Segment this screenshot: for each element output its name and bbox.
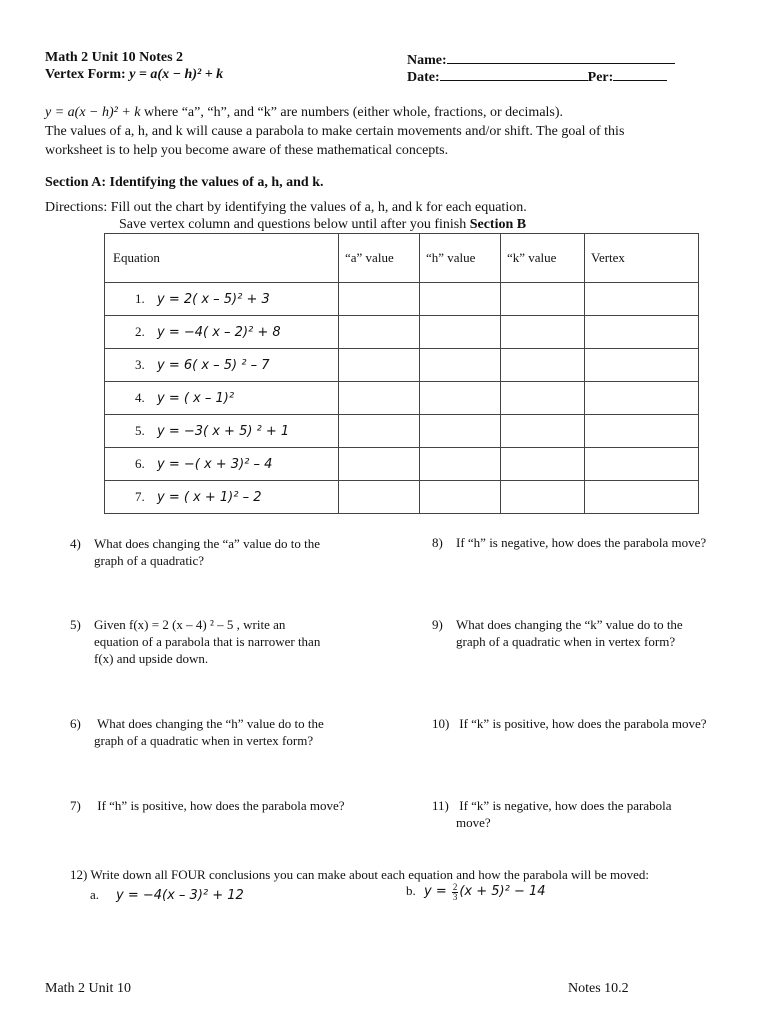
- a-value-cell[interactable]: [339, 316, 420, 349]
- table-row: [105, 349, 699, 382]
- directions-text-1: Fill out the chart by identifying the values of a, h, and k for each equation.: [110, 200, 527, 215]
- row-number: 4.: [135, 390, 145, 405]
- vertex-cell[interactable]: [585, 448, 699, 481]
- k-value-cell[interactable]: [501, 481, 585, 514]
- table-row: [105, 283, 699, 316]
- equation-text: y = −4( x – 2)² + 8: [157, 325, 281, 340]
- table-row: [105, 448, 699, 481]
- question-number: 11): [432, 798, 449, 813]
- question-12b-label: b.: [406, 883, 416, 898]
- question-6: [70, 715, 324, 749]
- section-a-heading: Section A: Identifying the values of a, h, and k.: [45, 175, 324, 190]
- question-7: [70, 797, 345, 814]
- k-value-cell[interactable]: [501, 382, 585, 415]
- date-label: Date:: [407, 70, 440, 85]
- fraction-numerator: 2: [452, 881, 458, 892]
- question-6-line-2: graph of a quadratic when in vertex form?: [94, 733, 314, 748]
- h-value-cell[interactable]: [420, 481, 501, 514]
- date-per-fields[interactable]: [407, 66, 667, 87]
- equation-text: y = ( x + 1)² – 2: [157, 490, 262, 505]
- k-value-cell[interactable]: [501, 316, 585, 349]
- h-value-cell[interactable]: [420, 283, 501, 316]
- k-value-cell[interactable]: [501, 283, 585, 316]
- a-value-cell[interactable]: [339, 448, 420, 481]
- vertex-form-heading: [45, 66, 223, 84]
- table-row: [105, 415, 699, 448]
- footer-left: Math 2 Unit 10: [45, 981, 131, 996]
- equation-cell: [105, 415, 339, 448]
- worksheet-title: Math 2 Unit 10 Notes 2: [45, 50, 184, 65]
- question-12a-equation: y = −4(x – 3)² + 12: [116, 888, 244, 903]
- row-number: 7.: [135, 489, 145, 504]
- header-vertex: Vertex: [585, 234, 699, 283]
- section-b-ref: Section B: [469, 217, 527, 232]
- table-row: [105, 316, 699, 349]
- equation-text: y = 6( x – 5) ² – 7: [157, 358, 270, 373]
- equation-text: y = ( x – 1)²: [157, 391, 235, 406]
- vertex-cell[interactable]: [585, 283, 699, 316]
- name-blank[interactable]: [447, 49, 675, 64]
- table-row: [105, 481, 699, 514]
- question-9: [432, 616, 683, 650]
- question-number: 10): [432, 716, 450, 731]
- h-value-cell[interactable]: [420, 448, 501, 481]
- question-4-line-1: What does changing the “a” value do to the: [94, 536, 320, 551]
- a-value-cell[interactable]: [339, 382, 420, 415]
- question-12b-eq-end: (x + 5)² − 14: [459, 884, 546, 899]
- equation-cell: [105, 283, 339, 316]
- name-label: Name:: [407, 53, 447, 68]
- row-number: 1.: [135, 291, 145, 306]
- vertex-cell[interactable]: [585, 481, 699, 514]
- intro-line-1-text: where “a”, “h”, and “k” are numbers (either whole, fractions, or decimals).: [140, 105, 564, 120]
- question-4-line-2: graph of a quadratic?: [94, 553, 205, 568]
- vertex-cell[interactable]: [585, 382, 699, 415]
- chart-header-row: [105, 234, 699, 283]
- equation-cell: [105, 448, 339, 481]
- equation-cell: [105, 349, 339, 382]
- question-12b-eq-start: y =: [424, 884, 451, 899]
- question-8-line-1: If “h” is negative, how does the parabola move?: [456, 535, 707, 550]
- vertex-form-label: Vertex Form:: [45, 67, 126, 82]
- intro-equation: y = a(x − h)² + k: [45, 105, 141, 120]
- k-value-cell[interactable]: [501, 448, 585, 481]
- question-12a-label: a.: [90, 887, 100, 902]
- equation-text: y = −3( x + 5) ² + 1: [157, 424, 290, 439]
- question-10: [432, 715, 707, 732]
- question-6-line-1: What does changing the “h” value do to the: [94, 716, 324, 731]
- equation-text: y = −( x + 3)² – 4: [157, 457, 273, 472]
- question-9-line-2: graph of a quadratic when in vertex form?: [456, 634, 676, 649]
- k-value-cell[interactable]: [501, 415, 585, 448]
- table-row: [105, 382, 699, 415]
- h-value-cell[interactable]: [420, 415, 501, 448]
- question-5: [70, 616, 320, 667]
- values-chart: [104, 233, 699, 514]
- header-h-value: “h” value: [420, 234, 501, 283]
- question-number: 5): [70, 617, 81, 632]
- per-blank[interactable]: [613, 66, 667, 81]
- fraction-denominator: 3: [452, 891, 458, 902]
- question-4: [70, 535, 320, 569]
- row-number: 5.: [135, 423, 145, 438]
- equation-text: y = 2( x – 5)² + 3: [157, 292, 270, 307]
- equation-cell: [105, 316, 339, 349]
- h-value-cell[interactable]: [420, 349, 501, 382]
- a-value-cell[interactable]: [339, 481, 420, 514]
- row-number: 3.: [135, 357, 145, 372]
- row-number: 6.: [135, 456, 145, 471]
- question-12b-fraction: [452, 883, 459, 902]
- question-11-line-2: move?: [456, 815, 491, 830]
- question-12a: [90, 886, 244, 904]
- question-number: 4): [70, 536, 81, 551]
- footer-right: Notes 10.2: [568, 981, 629, 996]
- intro-line-2: The values of a, h, and k will cause a parabola to make certain movements and/or shift. The goal of this: [45, 124, 625, 139]
- a-value-cell[interactable]: [339, 415, 420, 448]
- question-9-line-1: What does changing the “k” value do to the: [456, 617, 683, 632]
- question-12b: [406, 882, 546, 902]
- vertex-cell[interactable]: [585, 349, 699, 382]
- question-7-line-1: If “h” is positive, how does the parabola move?: [94, 798, 345, 813]
- a-value-cell[interactable]: [339, 349, 420, 382]
- vertex-cell[interactable]: [585, 316, 699, 349]
- question-number: 8): [432, 535, 443, 550]
- h-value-cell[interactable]: [420, 316, 501, 349]
- k-value-cell[interactable]: [501, 349, 585, 382]
- question-11-line-1: If “k” is negative, how does the parabola: [456, 798, 672, 813]
- header-a-value: “a” value: [339, 234, 420, 283]
- question-number: 7): [70, 798, 81, 813]
- question-5-line-1: Given f(x) = 2 (x – 4) ² – 5 , write an: [94, 617, 286, 632]
- per-label: Per:: [587, 70, 614, 85]
- directions-line-2: [119, 215, 526, 234]
- question-12: 12) Write down all FOUR conclusions you can make about each equation and how the parabola will be moved:: [70, 867, 650, 882]
- equation-cell: [105, 382, 339, 415]
- header-equation: Equation: [105, 234, 339, 283]
- question-11: [432, 797, 672, 831]
- question-8: [432, 534, 706, 551]
- question-10-line-1: If “k” is positive, how does the parabola move?: [456, 716, 707, 731]
- date-blank[interactable]: [440, 66, 588, 81]
- vertex-form-equation: y = a(x − h)² + k: [129, 67, 224, 82]
- row-number: 2.: [135, 324, 145, 339]
- intro-line-1: [45, 103, 745, 122]
- a-value-cell[interactable]: [339, 283, 420, 316]
- intro-line-3: worksheet is to help you become aware of these mathematical concepts.: [45, 143, 449, 158]
- header-k-value: “k” value: [501, 234, 585, 283]
- question-number: 6): [70, 716, 81, 731]
- vertex-cell[interactable]: [585, 415, 699, 448]
- h-value-cell[interactable]: [420, 382, 501, 415]
- question-number: 9): [432, 617, 443, 632]
- question-5-line-3: f(x) and upside down.: [94, 651, 209, 666]
- equation-cell: [105, 481, 339, 514]
- directions-label: Directions:: [45, 200, 108, 215]
- question-5-line-2: equation of a parabola that is narrower than: [94, 634, 321, 649]
- directions-text-2: Save vertex column and questions below until after you finish: [119, 217, 470, 232]
